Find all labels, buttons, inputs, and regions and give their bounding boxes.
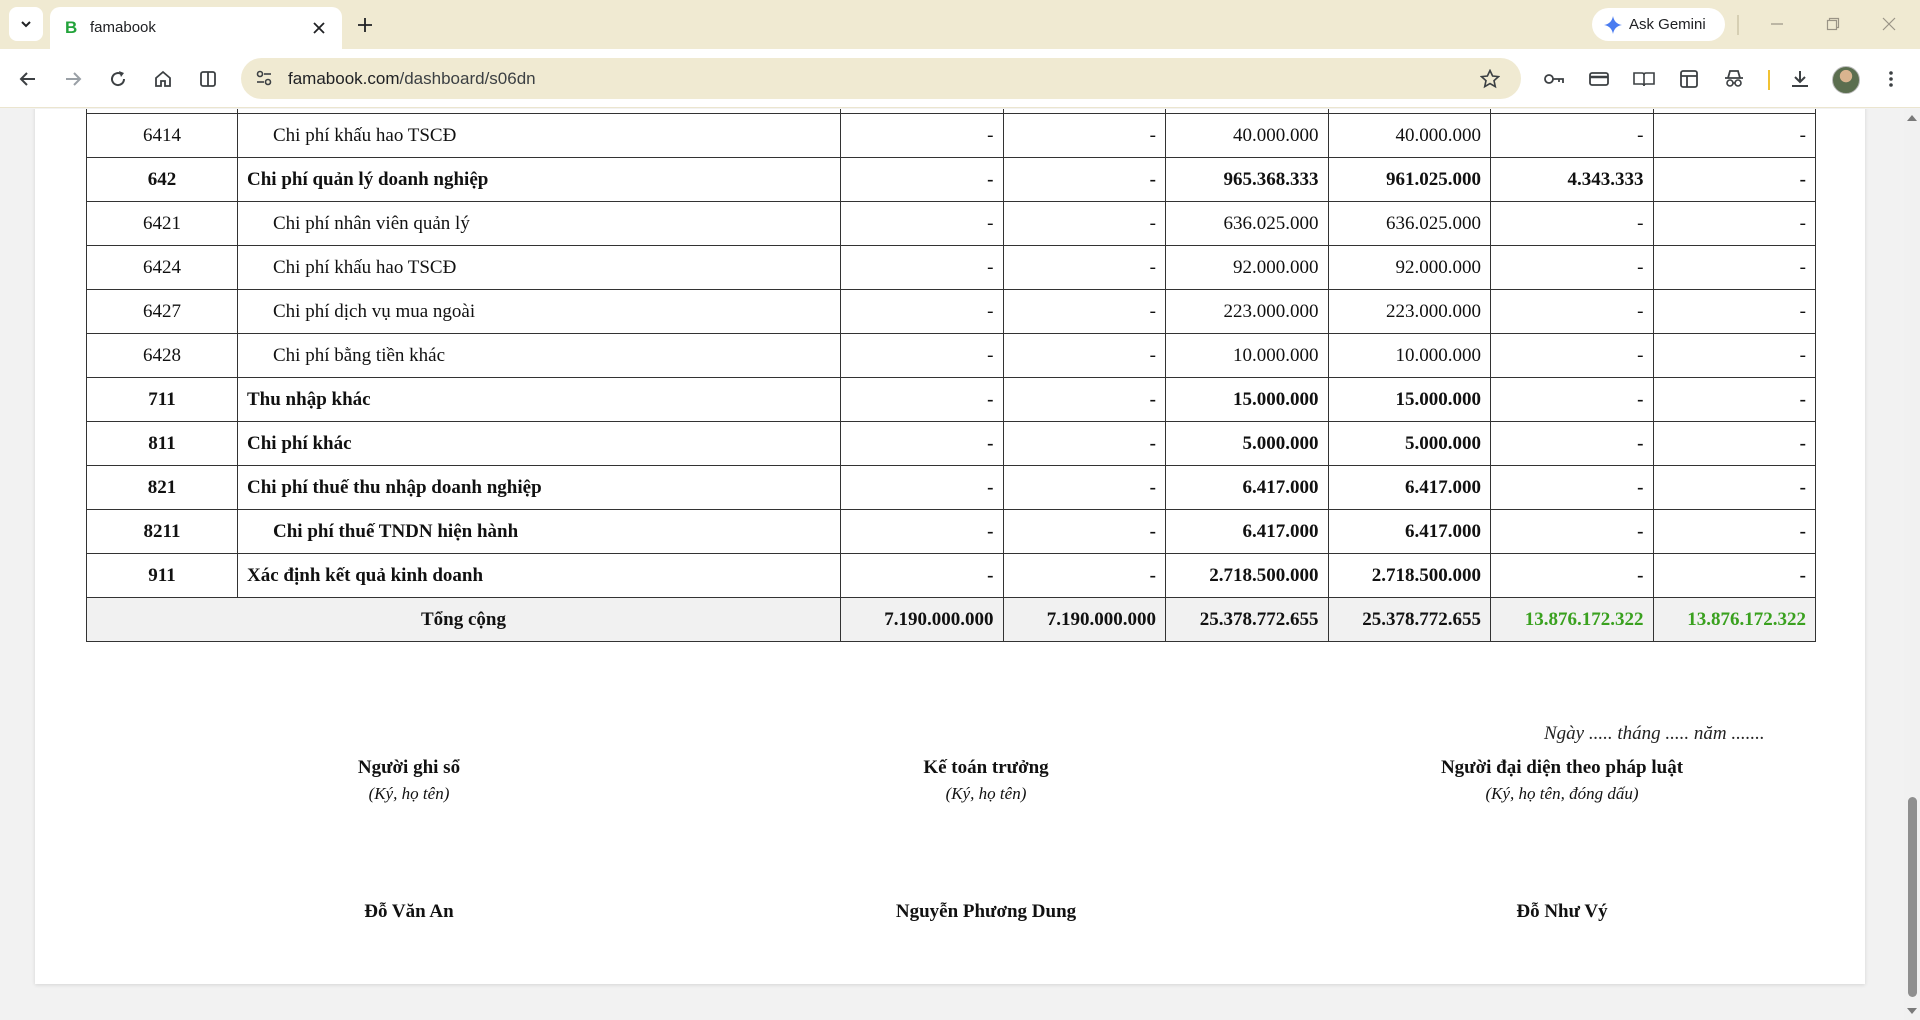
close-icon (313, 22, 325, 34)
amount-cell: - (841, 202, 1004, 246)
account-name-cell: Chi phí bằng tiền khác (238, 334, 841, 378)
signer-note: (Ký, họ tên, đóng dấu) (1485, 784, 1639, 803)
account-name-cell: Chi phí quản lý doanh nghiệp (238, 158, 841, 202)
close-window-button[interactable] (1869, 10, 1909, 38)
signer-recorder (199, 757, 619, 804)
signer-name: Nguyễn Phương Dung (895, 901, 1077, 922)
split-view-icon (199, 70, 217, 88)
account-name-cell: Chi phí thuế TNDN hiện hành (238, 510, 841, 554)
amount-cell: 15.000.000 (1328, 378, 1491, 422)
amount-cell: 5.000.000 (1166, 422, 1329, 466)
table-row (87, 334, 1816, 378)
account-code-cell: 6427 (87, 290, 238, 334)
browser-toolbar (0, 49, 1920, 108)
amount-cell: 2.718.500.000 (1328, 554, 1491, 598)
amount-cell: - (1491, 422, 1654, 466)
total-amount-cell: 25.378.772.655 (1328, 598, 1491, 642)
scroll-up-button[interactable] (1904, 111, 1920, 125)
forward-button[interactable] (55, 61, 91, 97)
account-name-cell: Chi phí khác (238, 422, 841, 466)
active-tab[interactable] (50, 7, 342, 49)
amount-cell: 5.000.000 (1328, 422, 1491, 466)
amount-cell: - (1653, 290, 1816, 334)
amount-cell: 6.417.000 (1166, 466, 1329, 510)
tab-close-button[interactable] (308, 17, 330, 39)
tab-layout-button[interactable] (1671, 61, 1707, 97)
incognito-button[interactable] (1716, 61, 1752, 97)
scrollbar-thumb[interactable] (1908, 797, 1917, 997)
account-code-cell: 811 (87, 422, 238, 466)
star-icon (1480, 69, 1500, 89)
amount-cell: - (1653, 114, 1816, 158)
amount-cell: - (1653, 466, 1816, 510)
forward-arrow-icon (64, 70, 82, 88)
amount-cell: - (1003, 466, 1166, 510)
signer-note: (Ký, họ tên) (368, 784, 450, 803)
scroll-down-button[interactable] (1904, 1004, 1920, 1018)
amount-cell: - (1491, 554, 1654, 598)
payment-methods-button[interactable] (1581, 61, 1617, 97)
card-icon (1589, 71, 1609, 87)
table-row (87, 466, 1816, 510)
amount-cell: 965.368.333 (1166, 158, 1329, 202)
total-amount-cell: 7.190.000.000 (1003, 598, 1166, 642)
amount-cell: - (841, 114, 1004, 158)
amount-cell: - (1491, 114, 1654, 158)
amount-cell: - (841, 334, 1004, 378)
amount-cell: 40.000.000 (1328, 114, 1491, 158)
table-row (87, 290, 1816, 334)
amount-cell: 223.000.000 (1328, 290, 1491, 334)
account-name-cell: Chi phí nhân viên quản lý (238, 202, 841, 246)
home-button[interactable] (145, 61, 181, 97)
total-amount-cell: 25.378.772.655 (1166, 598, 1329, 642)
table-row (87, 554, 1816, 598)
account-name-cell: Xác định kết quả kinh doanh (238, 554, 841, 598)
amount-cell: 636.025.000 (1328, 202, 1491, 246)
table-row (87, 114, 1816, 158)
amount-cell: - (1491, 202, 1654, 246)
trial-balance-table (86, 109, 1816, 642)
amount-cell: 10.000.000 (1328, 334, 1491, 378)
address-bar[interactable] (241, 58, 1521, 99)
amount-cell: - (1491, 290, 1654, 334)
amount-cell: - (1491, 378, 1654, 422)
signer-title: Kế toán trưởng (923, 757, 1049, 778)
ask-gemini-button[interactable] (1592, 8, 1725, 41)
amount-cell: - (841, 158, 1004, 202)
amount-cell: - (1653, 510, 1816, 554)
total-label: Tổng cộng (87, 598, 841, 642)
account-code-cell: 911 (87, 554, 238, 598)
profile-avatar[interactable] (1832, 66, 1860, 94)
gemini-sparkle-icon (1604, 16, 1622, 34)
amount-cell: - (1003, 422, 1166, 466)
amount-cell: - (1653, 334, 1816, 378)
page-viewport (0, 109, 1904, 1020)
ledger-body (87, 109, 1816, 642)
table-row (87, 378, 1816, 422)
amount-cell: - (841, 290, 1004, 334)
total-amount-cell: 13.876.172.322 (1491, 598, 1654, 642)
tab-layout-icon (1679, 69, 1699, 89)
tab-strip (0, 0, 1920, 49)
table-row (87, 202, 1816, 246)
amount-cell: - (1003, 510, 1166, 554)
amount-cell: - (1491, 510, 1654, 554)
amount-cell: - (1003, 290, 1166, 334)
table-row (87, 510, 1816, 554)
total-amount-cell: 13.876.172.322 (1653, 598, 1816, 642)
amount-cell: 2.718.500.000 (1166, 554, 1329, 598)
amount-cell: 4.343.333 (1491, 158, 1654, 202)
url-host: famabook.com (288, 69, 400, 88)
signer-title: Người ghi sổ (357, 757, 461, 778)
account-code-cell: 6414 (87, 114, 238, 158)
total-row (87, 598, 1816, 642)
amount-cell: - (841, 422, 1004, 466)
download-icon (1790, 69, 1810, 89)
amount-cell: 636.025.000 (1166, 202, 1329, 246)
account-name-cell: Chi phí thuế thu nhập doanh nghiệp (238, 466, 841, 510)
report-sheet (35, 109, 1865, 984)
tab-strip-divider (1737, 15, 1739, 35)
plus-icon (357, 17, 373, 33)
url-text (288, 69, 536, 89)
amount-cell: 6.417.000 (1328, 510, 1491, 554)
account-code-cell: 6421 (87, 202, 238, 246)
date-line: Ngày ..... tháng ..... năm ....... (1544, 723, 1765, 744)
amount-cell: - (1003, 334, 1166, 378)
signer-chief-accountant (776, 757, 1196, 804)
amount-cell: 10.000.000 (1166, 334, 1329, 378)
downloads-button[interactable] (1782, 61, 1818, 97)
account-code-cell: 711 (87, 378, 238, 422)
browser-menu-button[interactable] (1873, 61, 1909, 97)
table-row (87, 246, 1816, 290)
amount-cell: - (1003, 114, 1166, 158)
account-code-cell: 6424 (87, 246, 238, 290)
amount-cell: - (1003, 378, 1166, 422)
split-view-button[interactable] (190, 61, 226, 97)
amount-cell: 961.025.000 (1328, 158, 1491, 202)
site-info-button[interactable] (251, 65, 277, 91)
amount-cell: 40.000.000 (1166, 114, 1329, 158)
new-tab-button[interactable] (350, 11, 380, 39)
signer-title: Người đại diện theo pháp luật (1440, 757, 1684, 778)
account-name-cell: Thu nhập khác (238, 378, 841, 422)
toolbar-divider (1768, 70, 1770, 90)
signer-legal-representative (1352, 757, 1772, 804)
amount-cell: - (1653, 554, 1816, 598)
amount-cell: - (1491, 466, 1654, 510)
signer-name: Đỗ Như Vý (1516, 901, 1608, 922)
amount-cell: - (1003, 554, 1166, 598)
amount-cell: - (1491, 246, 1654, 290)
amount-cell: - (1653, 202, 1816, 246)
back-arrow-icon (19, 70, 37, 88)
amount-cell: - (841, 510, 1004, 554)
minimize-button[interactable] (1757, 10, 1797, 38)
account-code-cell: 642 (87, 158, 238, 202)
amount-cell: 223.000.000 (1166, 290, 1329, 334)
close-icon (1882, 17, 1896, 31)
page-scrollbar[interactable] (1904, 109, 1920, 1020)
favicon-icon: B (65, 18, 78, 37)
account-name-cell: Chi phí dịch vụ mua ngoài (238, 290, 841, 334)
account-name-cell: Chi phí khấu hao TSCĐ (238, 114, 841, 158)
amount-cell: - (1653, 158, 1816, 202)
account-code-cell: 821 (87, 466, 238, 510)
amount-cell: - (1653, 378, 1816, 422)
bookmark-button[interactable] (1477, 66, 1503, 92)
site-settings-icon (255, 69, 273, 87)
password-key-icon (1543, 70, 1565, 88)
back-button[interactable] (10, 61, 46, 97)
reload-icon (109, 70, 127, 88)
amount-cell: 15.000.000 (1166, 378, 1329, 422)
amount-cell: - (841, 554, 1004, 598)
account-code-cell: 8211 (87, 510, 238, 554)
reload-button[interactable] (100, 61, 136, 97)
tab-list-icon (19, 17, 33, 31)
scroll-down-arrow-icon (1907, 1007, 1917, 1015)
minimize-icon (1770, 17, 1784, 31)
tab-title: famabook (90, 19, 156, 36)
amount-cell: - (841, 246, 1004, 290)
restore-icon (1826, 17, 1840, 31)
total-amount-cell: 7.190.000.000 (841, 598, 1004, 642)
amount-cell: - (1003, 246, 1166, 290)
amount-cell: 6.417.000 (1166, 510, 1329, 554)
amount-cell: - (1653, 422, 1816, 466)
home-icon (154, 70, 172, 88)
password-manager-button[interactable] (1536, 61, 1572, 97)
scroll-up-arrow-icon (1907, 114, 1917, 122)
url-path: /dashboard/s06dn (399, 69, 536, 88)
tab-search-button[interactable] (9, 7, 43, 41)
amount-cell: 6.417.000 (1328, 466, 1491, 510)
amount-cell: - (841, 378, 1004, 422)
reading-mode-button[interactable] (1626, 61, 1662, 97)
amount-cell: 92.000.000 (1166, 246, 1329, 290)
incognito-icon (1723, 69, 1745, 89)
table-row (87, 158, 1816, 202)
account-name-cell: Chi phí khấu hao TSCĐ (238, 246, 841, 290)
amount-cell: - (1003, 158, 1166, 202)
signer-name: Đỗ Văn An (364, 901, 454, 922)
amount-cell: - (1003, 202, 1166, 246)
amount-cell: 92.000.000 (1328, 246, 1491, 290)
amount-cell: - (1653, 246, 1816, 290)
reading-mode-icon (1633, 70, 1655, 88)
account-code-cell: 6428 (87, 334, 238, 378)
amount-cell: - (841, 466, 1004, 510)
restore-button[interactable] (1813, 10, 1853, 38)
menu-dots-icon (1888, 70, 1894, 88)
signer-note: (Ký, họ tên) (945, 784, 1027, 803)
amount-cell: - (1491, 334, 1654, 378)
ask-gemini-label: Ask Gemini (1629, 16, 1706, 33)
table-row (87, 422, 1816, 466)
